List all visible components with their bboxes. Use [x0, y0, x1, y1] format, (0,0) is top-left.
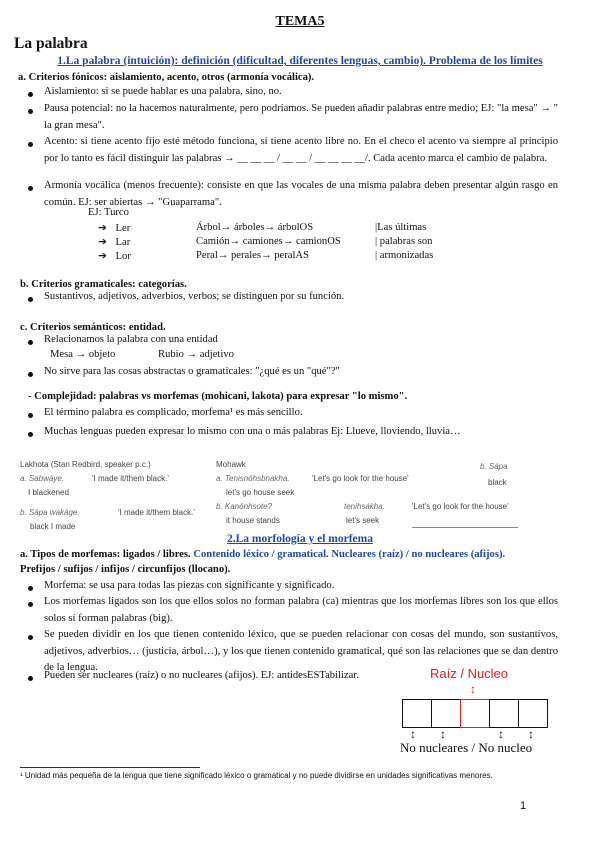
morpheme-types-label: a. Tipos de morfemas: ligados / libres. — [20, 549, 191, 560]
turco-label: EJ: Turco — [88, 207, 129, 218]
divider — [412, 527, 518, 528]
mohawk-translation: let's seek — [346, 516, 380, 525]
complexity-title: - Complejidad: palabras vs morfemas (mohicani, lakota) para expresar "lo mismo". — [28, 391, 408, 402]
turco-suffix: Lor — [115, 251, 131, 262]
mohawk-word: b. Kanónhsote? — [216, 502, 273, 511]
morpheme-box — [402, 699, 432, 728]
morpheme-box — [489, 699, 519, 728]
turco-note: | palabras son — [375, 236, 433, 247]
turco-row — [98, 222, 130, 234]
footnote-divider — [20, 767, 200, 768]
arrow-right-icon: ➔ — [98, 250, 107, 262]
mohawk-translation: it house stands — [226, 516, 280, 525]
arrow-up-down-icon: ↕ — [410, 727, 416, 741]
page-number: 1 — [520, 800, 527, 812]
arrow-up-down-icon: ↕ — [440, 727, 446, 741]
turco-row — [98, 250, 131, 262]
mohawk-word: a. Tenisnóhsbnakha. — [216, 474, 290, 483]
main-heading: La palabra — [14, 35, 88, 52]
bullet — [28, 372, 33, 377]
bullet — [28, 109, 33, 114]
list-item: Morfema: se usa para todas las piezas con significante y significado. — [44, 580, 335, 591]
c-example-left: Mesa → objeto — [50, 349, 116, 360]
lakota-gloss: 'I made it/them black.' — [92, 474, 169, 483]
list-item: Acento: si tiene acento fijo esté método funciona, si tiene acento libre no. En el checo el acento va siempre al principio por lo tanto es fácil distinguir las palabras → __ __ __ / __ __ / __ __ __ __/. Cada acento marca el cambio de palabra. — [44, 136, 558, 164]
bullet — [28, 297, 33, 302]
turco-suffix: Ler — [115, 223, 131, 234]
bullet — [28, 602, 33, 607]
arrow-up-down-icon: ↕ — [498, 727, 504, 741]
list-item: Armonía vocálica (menos frecuente): consiste en que las vocales de una misma palabra deben presentar algún rasgo en común. EJ: ser abiertas → "Guaparrama". — [44, 180, 558, 208]
criteria-c-title: c. Criterios semánticos: entidad. — [20, 322, 166, 333]
turco-words: Peral→ perales→ peralAS — [196, 250, 309, 261]
document-title: TEMA5 — [275, 14, 325, 29]
bullet — [28, 186, 33, 191]
list-item: El término palabra es complicado, morfema¹ es más sencillo. — [44, 407, 303, 418]
mohawk-gloss: 'Let's go look for the house' — [412, 502, 509, 511]
mohawk-gloss: 'Let's go look for the house' — [312, 474, 409, 483]
bullet — [28, 92, 33, 97]
bullet — [28, 340, 33, 345]
turco-row — [98, 236, 130, 248]
c-example-right: Rubio → adjetivo — [158, 349, 234, 360]
bullet — [28, 142, 33, 147]
lakota-title: Lakhota (Stan Redbird, speaker p.c.) — [20, 460, 151, 469]
bullet — [28, 413, 33, 418]
bullet — [28, 586, 33, 591]
section-2-heading: 2.La morfología y el morfema — [227, 533, 373, 545]
list-item: Los morfemas ligados son los que ellos solos no forman palabra (ca) mientras que los morfemas libres son los que ellos solos sí forman palabras (big). — [44, 596, 558, 624]
lakota-word: b. Sápa wakáge. — [20, 508, 80, 517]
list-item: Pausa potencial: no la hacemos naturalmente, pero podríamos. Se pueden añadir palabras entre medio; EJ: "la mesa" → " la gran mesa". — [44, 103, 558, 131]
turco-words: Árbol→ árboles→ árbolOS — [196, 222, 314, 233]
lakota-gloss: 'I made it/them black.' — [118, 508, 195, 517]
list-item: Aislamiento: si se puede hablar es una palabra, sino, no. — [44, 86, 282, 97]
mohawk-word: tenihsákha. — [344, 502, 385, 511]
list-item: Sustantivos, adjetivos, adverbios, verbos; se distinguen por su función. — [44, 291, 345, 302]
mohawk-translation: let's go house seek — [226, 488, 295, 497]
list-item: Se pueden dividir en los que tienen contenido léxico, que se pueden relacionar con cosas del mundo, son sustantivos, adjetivos, adverbios… (justicia, árbol…), y los que tienen contenido gramatical, qué son las relaciones que se dan dentro de la lengua. — [44, 629, 558, 673]
list-item: No sirve para las cosas abstractas o gramaticales: "¿qué es un "qué"?" — [44, 366, 340, 377]
bullet — [28, 635, 33, 640]
footnote: ¹ Unidad más pequeña de la lengua que tiene significado léxico o gramatical y no puede dividirse en unidades significativas menores. — [20, 771, 493, 780]
bullet — [28, 676, 33, 681]
lakota-translation: I blackened — [28, 488, 69, 497]
lakota-translation: black I made — [30, 522, 76, 531]
arrow-right-icon: ➔ — [98, 236, 107, 248]
morpheme-types-title — [20, 549, 505, 560]
lakota-word: a. Sabwáye. — [20, 474, 65, 483]
list-item: Muchas lenguas pueden expresar lo mismo con una o más palabras Ej: Llueve, lloviendo, lluvia… — [44, 426, 461, 437]
morpheme-types-blue: Contenido léxico / gramatical. Nucleares (raíz) / no nucleares (afijos). — [190, 549, 506, 560]
turco-note: |Las últimas — [375, 222, 427, 233]
turco-words: Camión→ camiones→ camionOS — [196, 236, 341, 247]
criteria-b-title: b. Criterios gramaticales: categorías. — [20, 279, 187, 290]
arrow-up-down-icon: ↕ — [470, 682, 476, 696]
root-morpheme-box — [460, 699, 490, 728]
lakota-word: b. Sápa — [480, 462, 508, 471]
lakota-translation: black — [488, 478, 507, 487]
morpheme-box — [518, 699, 548, 728]
morpheme-types-line2: Prefijos / sufijos / infijos / circunfijos (llocano). — [20, 564, 231, 575]
root-label: Raíz / Nucleo — [430, 666, 509, 681]
criteria-a-title: a. Criterios fónicos: aislamiento, acento, otros (armonía vocálica). — [18, 72, 315, 83]
non-root-label: No nucleares / No nucleo — [400, 740, 533, 755]
turco-note: | armonizadas — [375, 250, 434, 261]
list-item: Pueden ser nucleares (raíz) o no nucleares (afijos). EJ: antidesESTabilizar. — [44, 670, 359, 681]
arrow-up-down-icon: ↕ — [528, 727, 534, 741]
bullet — [28, 432, 33, 437]
section-1-heading: 1.La palabra (intuición): definición (dificultad, diferentes lenguas, cambio). Problema de los límites — [57, 55, 543, 67]
arrow-right-icon: ➔ — [98, 222, 107, 234]
morpheme-box — [431, 699, 461, 728]
turco-suffix: Lar — [115, 237, 131, 248]
mohawk-title: Mohawk — [216, 460, 246, 469]
list-item: Relacionamos la palabra con una entidad — [44, 334, 218, 345]
